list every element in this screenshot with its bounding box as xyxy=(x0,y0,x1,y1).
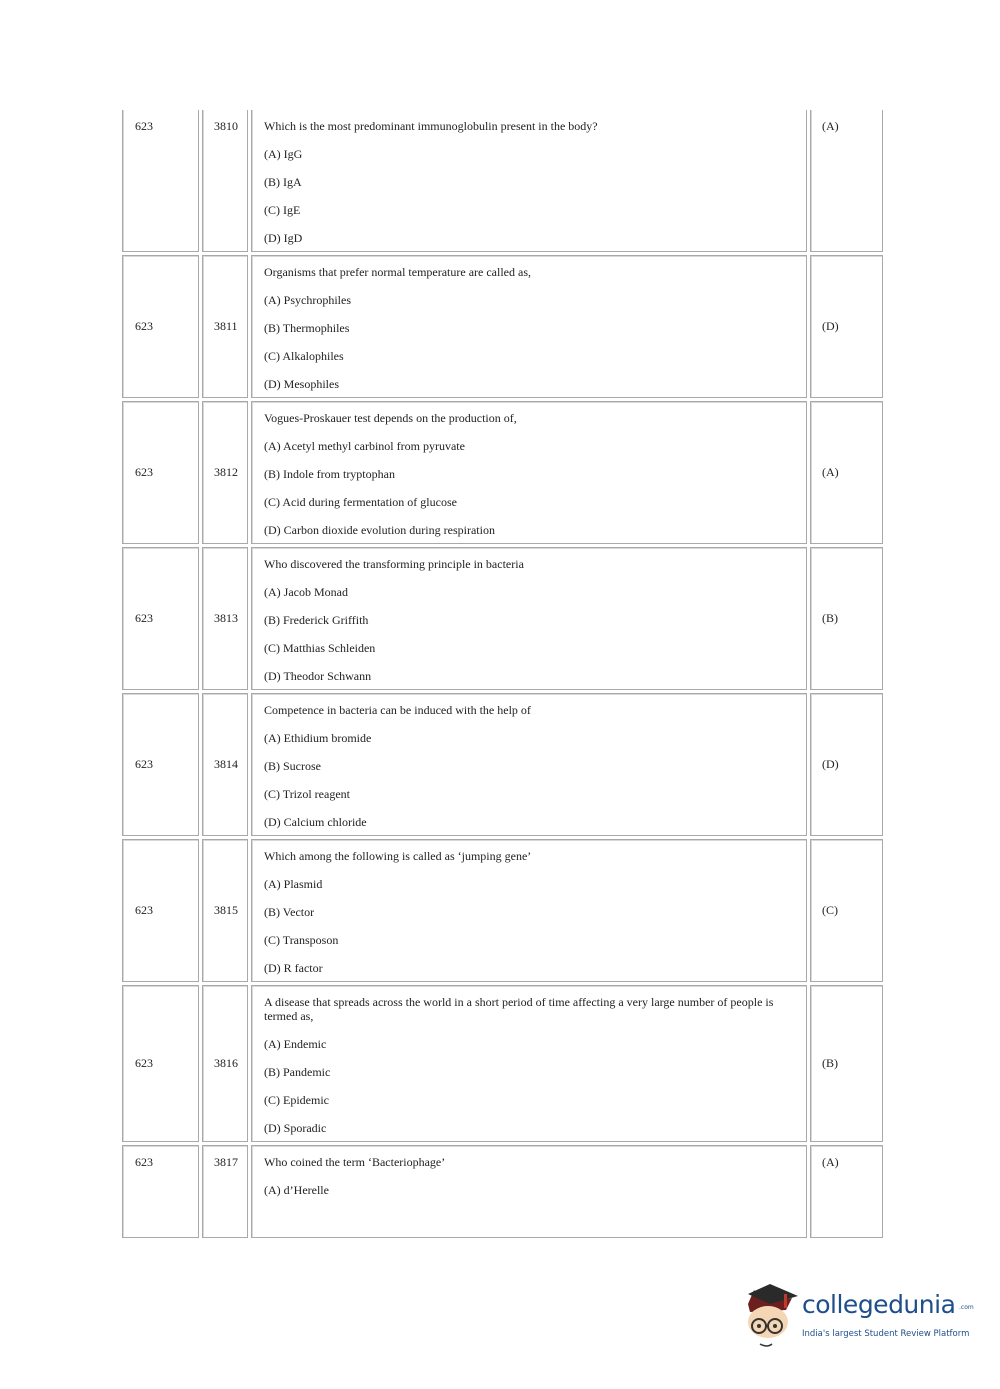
answer-cell xyxy=(810,401,883,544)
option-text: (B) Pandemic xyxy=(264,1065,331,1079)
mascot-icon xyxy=(740,1282,800,1352)
option-text: (B) Sucrose xyxy=(264,759,321,773)
question-text: Vogues-Proskauer test depends on the production of, xyxy=(264,411,517,425)
question-cell xyxy=(251,693,807,836)
question-text: Which among the following is called as ‘jumping gene’ xyxy=(264,849,532,863)
question-number-cell xyxy=(202,1145,248,1238)
paper-code-cell xyxy=(122,985,199,1142)
paper-code-cell-text: 623 xyxy=(135,757,153,771)
paper-code-cell xyxy=(122,110,199,252)
option-text: (C) Alkalophiles xyxy=(264,349,344,363)
option-text: (C) Epidemic xyxy=(264,1093,329,1107)
question-text: A disease that spreads across the world in a short period of time affecting a very large number of people is termed as, xyxy=(264,995,774,1023)
paper-code-cell xyxy=(122,255,199,398)
question-number-cell-text: 3811 xyxy=(214,319,238,333)
option-text: (A) IgG xyxy=(264,147,303,161)
table-row xyxy=(122,255,886,398)
answer-cell-text: (D) xyxy=(822,757,839,771)
option-text: (D) Theodor Schwann xyxy=(264,669,372,683)
option-text: (B) Vector xyxy=(264,905,315,919)
question-text: Competence in bacteria can be induced with the help of xyxy=(264,703,531,717)
option-text: (A) Endemic xyxy=(264,1037,327,1051)
brand-name: collegedunia xyxy=(802,1290,956,1319)
question-cell xyxy=(251,110,807,252)
answer-cell-text: (C) xyxy=(822,903,838,917)
table-row xyxy=(122,839,886,982)
answer-cell xyxy=(810,693,883,836)
question-number-cell xyxy=(202,839,248,982)
question-table xyxy=(122,110,886,1241)
paper-code-cell xyxy=(122,1145,199,1238)
table-row xyxy=(122,110,886,252)
paper-code-cell-text: 623 xyxy=(135,319,153,333)
option-text: (A) Jacob Monad xyxy=(264,585,348,599)
paper-code-cell-text: 623 xyxy=(135,1155,153,1169)
paper-code-cell-text: 623 xyxy=(135,119,153,133)
table-row xyxy=(122,985,886,1142)
question-cell xyxy=(251,985,807,1142)
option-text: (B) IgA xyxy=(264,175,302,189)
question-number-cell xyxy=(202,401,248,544)
option-text: (A) Psychrophiles xyxy=(264,293,351,307)
answer-cell-text: (A) xyxy=(822,119,839,133)
table-row xyxy=(122,693,886,836)
question-cell xyxy=(251,1145,807,1238)
table-row xyxy=(122,1145,886,1238)
question-number-cell-text: 3810 xyxy=(214,119,238,133)
table-row xyxy=(122,547,886,690)
option-text: (D) Sporadic xyxy=(264,1121,327,1135)
answer-cell xyxy=(810,839,883,982)
question-cell xyxy=(251,255,807,398)
option-text: (C) Matthias Schleiden xyxy=(264,641,376,655)
paper-code-cell-text: 623 xyxy=(135,465,153,479)
answer-cell-text: (D) xyxy=(822,319,839,333)
collegedunia-logo xyxy=(740,1282,974,1352)
question-number-cell-text: 3812 xyxy=(214,465,238,479)
option-text: (B) Frederick Griffith xyxy=(264,613,369,627)
brand-suffix: .com xyxy=(959,1304,974,1311)
question-number-cell-text: 3814 xyxy=(214,757,238,771)
option-text: (B) Indole from tryptophan xyxy=(264,467,395,481)
question-text: Who discovered the transforming principle in bacteria xyxy=(264,557,524,571)
option-text: (C) Acid during fermentation of glucose xyxy=(264,495,457,509)
question-number-cell xyxy=(202,255,248,398)
paper-code-cell xyxy=(122,839,199,982)
question-cell xyxy=(251,547,807,690)
option-text: (A) Plasmid xyxy=(264,877,323,891)
answer-cell xyxy=(810,1145,883,1238)
option-text: (A) Ethidium bromide xyxy=(264,731,372,745)
option-text: (D) Calcium chloride xyxy=(264,815,367,829)
question-number-cell-text: 3816 xyxy=(214,1056,238,1070)
question-text: Organisms that prefer normal temperature are called as, xyxy=(264,265,531,279)
question-number-cell xyxy=(202,693,248,836)
paper-code-cell-text: 623 xyxy=(135,611,153,625)
option-text: (D) R factor xyxy=(264,961,323,975)
question-text: Who coined the term ‘Bacteriophage’ xyxy=(264,1155,446,1169)
question-number-cell-text: 3817 xyxy=(214,1155,238,1169)
answer-cell-text: (A) xyxy=(822,1155,839,1169)
option-text: (B) Thermophiles xyxy=(264,321,350,335)
brand-tagline: India's largest Student Review Platform xyxy=(802,1329,970,1339)
paper-code-cell xyxy=(122,547,199,690)
option-text: (A) Acetyl methyl carbinol from pyruvate xyxy=(264,439,465,453)
option-text: (C) IgE xyxy=(264,203,301,217)
question-number-cell-text: 3813 xyxy=(214,611,238,625)
answer-cell xyxy=(810,255,883,398)
option-text: (D) Mesophiles xyxy=(264,377,339,391)
option-text: (A) d’Herelle xyxy=(264,1183,329,1197)
table-row xyxy=(122,401,886,544)
question-text: Which is the most predominant immunoglobulin present in the body? xyxy=(264,119,598,133)
answer-cell-text: (B) xyxy=(822,1056,838,1070)
answer-cell xyxy=(810,547,883,690)
question-cell xyxy=(251,401,807,544)
question-number-cell xyxy=(202,547,248,690)
answer-cell-text: (B) xyxy=(822,611,838,625)
option-text: (D) IgD xyxy=(264,231,303,245)
answer-cell xyxy=(810,985,883,1142)
option-text: (D) Carbon dioxide evolution during respiration xyxy=(264,523,495,537)
option-text: (C) Trizol reagent xyxy=(264,787,350,801)
answer-cell xyxy=(810,110,883,252)
question-number-cell xyxy=(202,110,248,252)
paper-code-cell xyxy=(122,401,199,544)
paper-code-cell xyxy=(122,693,199,836)
paper-code-cell-text: 623 xyxy=(135,903,153,917)
question-number-cell xyxy=(202,985,248,1142)
answer-cell-text: (A) xyxy=(822,465,839,479)
paper-code-cell-text: 623 xyxy=(135,1056,153,1070)
question-number-cell-text: 3815 xyxy=(214,903,238,917)
option-text: (C) Transposon xyxy=(264,933,339,947)
question-cell xyxy=(251,839,807,982)
